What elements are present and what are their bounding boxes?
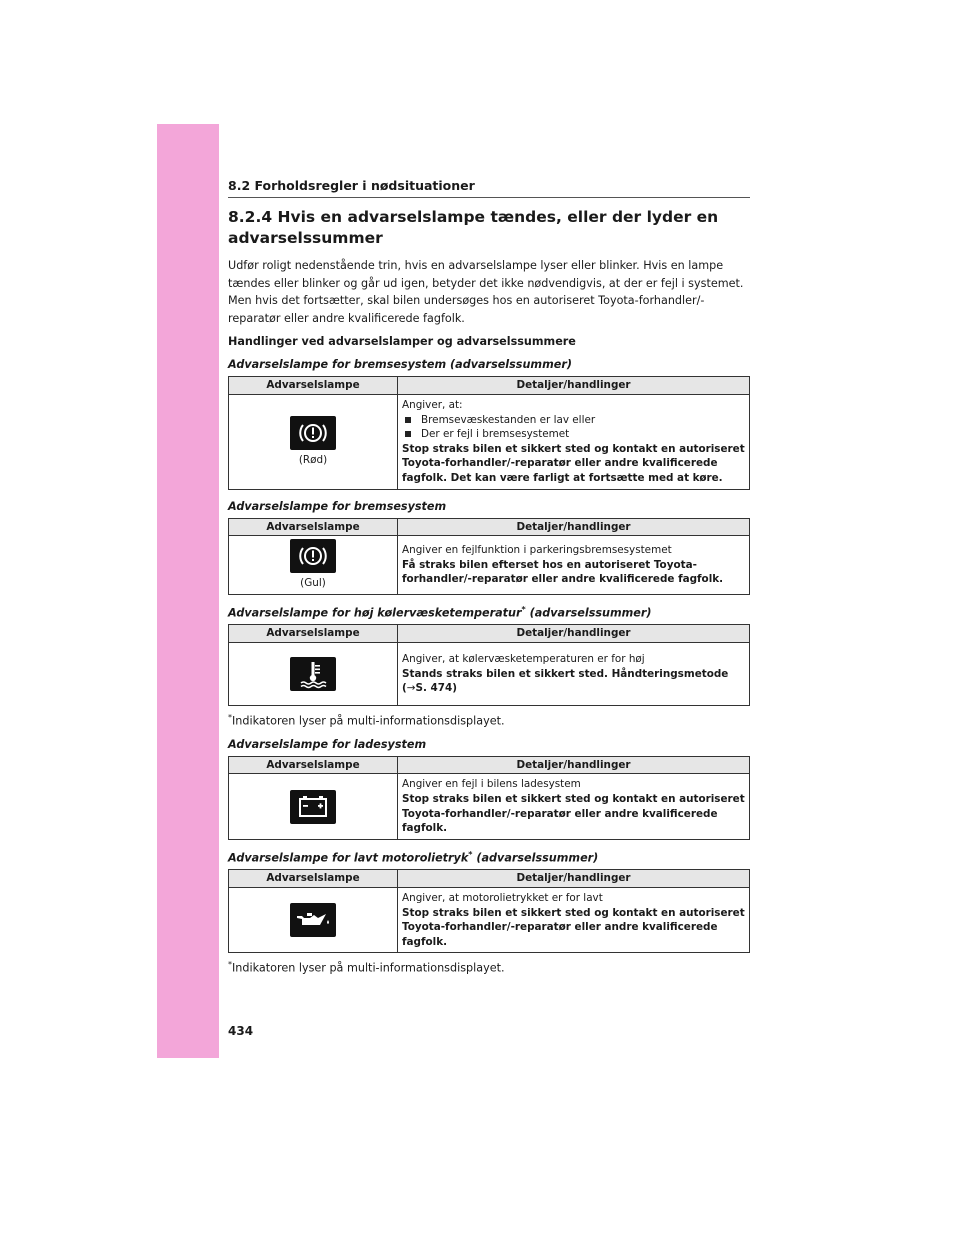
footnote-text: Indikatoren lyser på multi-informationsdisplayet. — [232, 714, 505, 728]
bullet-text: Der er fejl i bremsesystemet — [421, 428, 570, 441]
caption-suffix: (advarselssummer) — [472, 851, 599, 865]
brake-warning-icon — [290, 539, 336, 573]
lamp-cell — [229, 536, 398, 595]
intro-line: reparatør eller andre kvalificerede fagfolk. — [228, 311, 465, 325]
bullet-item — [402, 413, 745, 428]
details-cell — [398, 643, 750, 706]
footnote-mark: * — [228, 713, 232, 723]
table-row — [229, 536, 750, 595]
page-number: 434 — [228, 1024, 254, 1038]
intro-line: Men hvis det fortsætter, skal bilen undersøges hos en autoriseret Toyota-forhandler/- — [228, 294, 705, 308]
table-header-row — [229, 625, 750, 643]
bullet-square-icon — [405, 417, 411, 423]
footnote-text: Indikatoren lyser på multi-informationsdisplayet. — [232, 962, 505, 976]
oil-pressure-icon — [290, 903, 336, 937]
table-header-row — [229, 870, 750, 888]
bullet-text: Bremsevæskestanden er lav eller — [421, 413, 596, 426]
table-header-row — [229, 518, 750, 536]
action-line: Stands straks bilen et sikkert sted. Håndteringsmetode — [402, 667, 729, 680]
section-title-line-1: 8.2.4 Hvis en advarselslampe tændes, eller der lyder en — [228, 208, 719, 226]
reference-close: ) — [452, 682, 457, 695]
column-header-lamp: Advarselslampe — [229, 870, 398, 888]
details-cell — [398, 774, 750, 839]
action-line: fagfolk. — [402, 935, 448, 948]
arrow-right-icon: → — [406, 682, 416, 695]
column-header-details: Detaljer/handlinger — [398, 756, 750, 774]
column-header-lamp: Advarselslampe — [229, 518, 398, 536]
footnote — [228, 960, 750, 975]
reference-open: ( — [402, 682, 407, 695]
column-header-details: Detaljer/handlinger — [398, 870, 750, 888]
table-caption-oil-pressure — [228, 850, 750, 865]
page-reference — [402, 681, 745, 696]
section-title-line-2: advarselssummer — [228, 229, 383, 247]
footnote-mark: * — [228, 960, 232, 970]
side-color-bar — [157, 124, 219, 1058]
column-header-details: Detaljer/handlinger — [398, 518, 750, 536]
column-header-lamp: Advarselslampe — [229, 625, 398, 643]
bullet-item — [402, 427, 745, 442]
intro-line: Udfør roligt nedenstående trin, hvis en advarselslampe lyser eller blinker. Hvis en lampe — [228, 259, 724, 272]
bullet-square-icon — [405, 431, 411, 437]
table-row — [229, 643, 750, 706]
brake-red-table — [228, 376, 750, 489]
caption-suffix: (advarselssummer) — [525, 606, 652, 620]
action-line: Toyota-forhandler/-reparatør eller andre kvalificerede — [402, 807, 718, 820]
intro-line: tændes eller blinker og går ud igen, betyder det ikke nødvendigvis, at der er fejl i systemet. — [228, 276, 744, 290]
action-line: Få straks bilen efterset hos en autoriseret Toyota- — [402, 558, 697, 571]
lamp-cell — [229, 774, 398, 839]
detail-line: Angiver, at: — [402, 398, 463, 411]
lamp-cell — [229, 643, 398, 706]
detail-line: Angiver en fejl i bilens ladesystem — [402, 778, 581, 791]
action-line: Stop straks bilen et sikkert sted og kontakt en autoriseret — [402, 792, 745, 805]
action-line: forhandler/-reparatør eller andre kvalificerede fagfolk. — [402, 573, 724, 586]
caption-text: Advarselslampe for høj kølervæsketemperatur — [228, 606, 522, 620]
table-caption-brake-red: Advarselslampe for bremsesystem (advarselssummer) — [228, 358, 572, 372]
table-row — [229, 774, 750, 839]
detail-line: Angiver, at kølervæsketemperaturen er for høj — [402, 653, 645, 666]
table-row — [229, 888, 750, 953]
action-line: fagfolk. — [402, 822, 448, 835]
lamp-cell — [229, 394, 398, 489]
battery-icon — [290, 790, 336, 824]
action-line: Toyota-forhandler/-reparatør eller andre kvalificerede — [402, 921, 718, 934]
table-caption-charging: Advarselslampe for ladesystem — [228, 737, 427, 751]
charging-table — [228, 756, 750, 840]
details-cell — [398, 536, 750, 595]
action-line: fagfolk. Det kan være farligt at fortsætte med at køre. — [402, 471, 723, 484]
subheading: Handlinger ved advarselslamper og advarselssummere — [228, 335, 576, 349]
coolant-temperature-icon — [290, 657, 336, 691]
intro-paragraph — [228, 257, 750, 327]
lamp-color-label: (Gul) — [300, 577, 326, 590]
lamp-color-label: (Rød) — [298, 453, 328, 466]
footnote-mark: * — [468, 849, 473, 859]
column-header-lamp: Advarselslampe — [229, 756, 398, 774]
column-header-details: Detaljer/handlinger — [398, 625, 750, 643]
section-title — [228, 207, 750, 249]
footnote — [228, 713, 750, 728]
footnote-mark: * — [521, 604, 526, 614]
table-row — [229, 394, 750, 489]
page-content — [228, 178, 750, 980]
action-line: Toyota-forhandler/-reparatør eller andre kvalificerede — [402, 457, 718, 470]
detail-line: Angiver, at motorolietrykket er for lavt — [402, 892, 603, 905]
details-cell — [398, 394, 750, 489]
table-caption-coolant — [228, 605, 750, 620]
lamp-cell — [229, 888, 398, 953]
action-line: Stop straks bilen et sikkert sted og kontakt en autoriseret — [402, 906, 745, 919]
running-head: 8.2 Forholdsregler i nødsituationer — [228, 178, 750, 198]
oil-pressure-table — [228, 869, 750, 953]
brake-yellow-table — [228, 518, 750, 595]
coolant-table — [228, 624, 750, 706]
table-header-row — [229, 756, 750, 774]
action-line: Stop straks bilen et sikkert sted og kontakt en autoriseret — [402, 442, 745, 455]
table-header-row — [229, 377, 750, 395]
brake-warning-icon — [290, 416, 336, 450]
table-caption-brake-yellow: Advarselslampe for bremsesystem — [228, 499, 447, 513]
caption-text: Advarselslampe for lavt motorolietryk — [228, 851, 469, 865]
reference-link[interactable]: S. 474 — [415, 682, 453, 695]
detail-line: Angiver en fejlfunktion i parkeringsbremsesystemet — [402, 544, 672, 557]
column-header-lamp: Advarselslampe — [229, 377, 398, 395]
details-cell — [398, 888, 750, 953]
column-header-details: Detaljer/handlinger — [398, 377, 750, 395]
